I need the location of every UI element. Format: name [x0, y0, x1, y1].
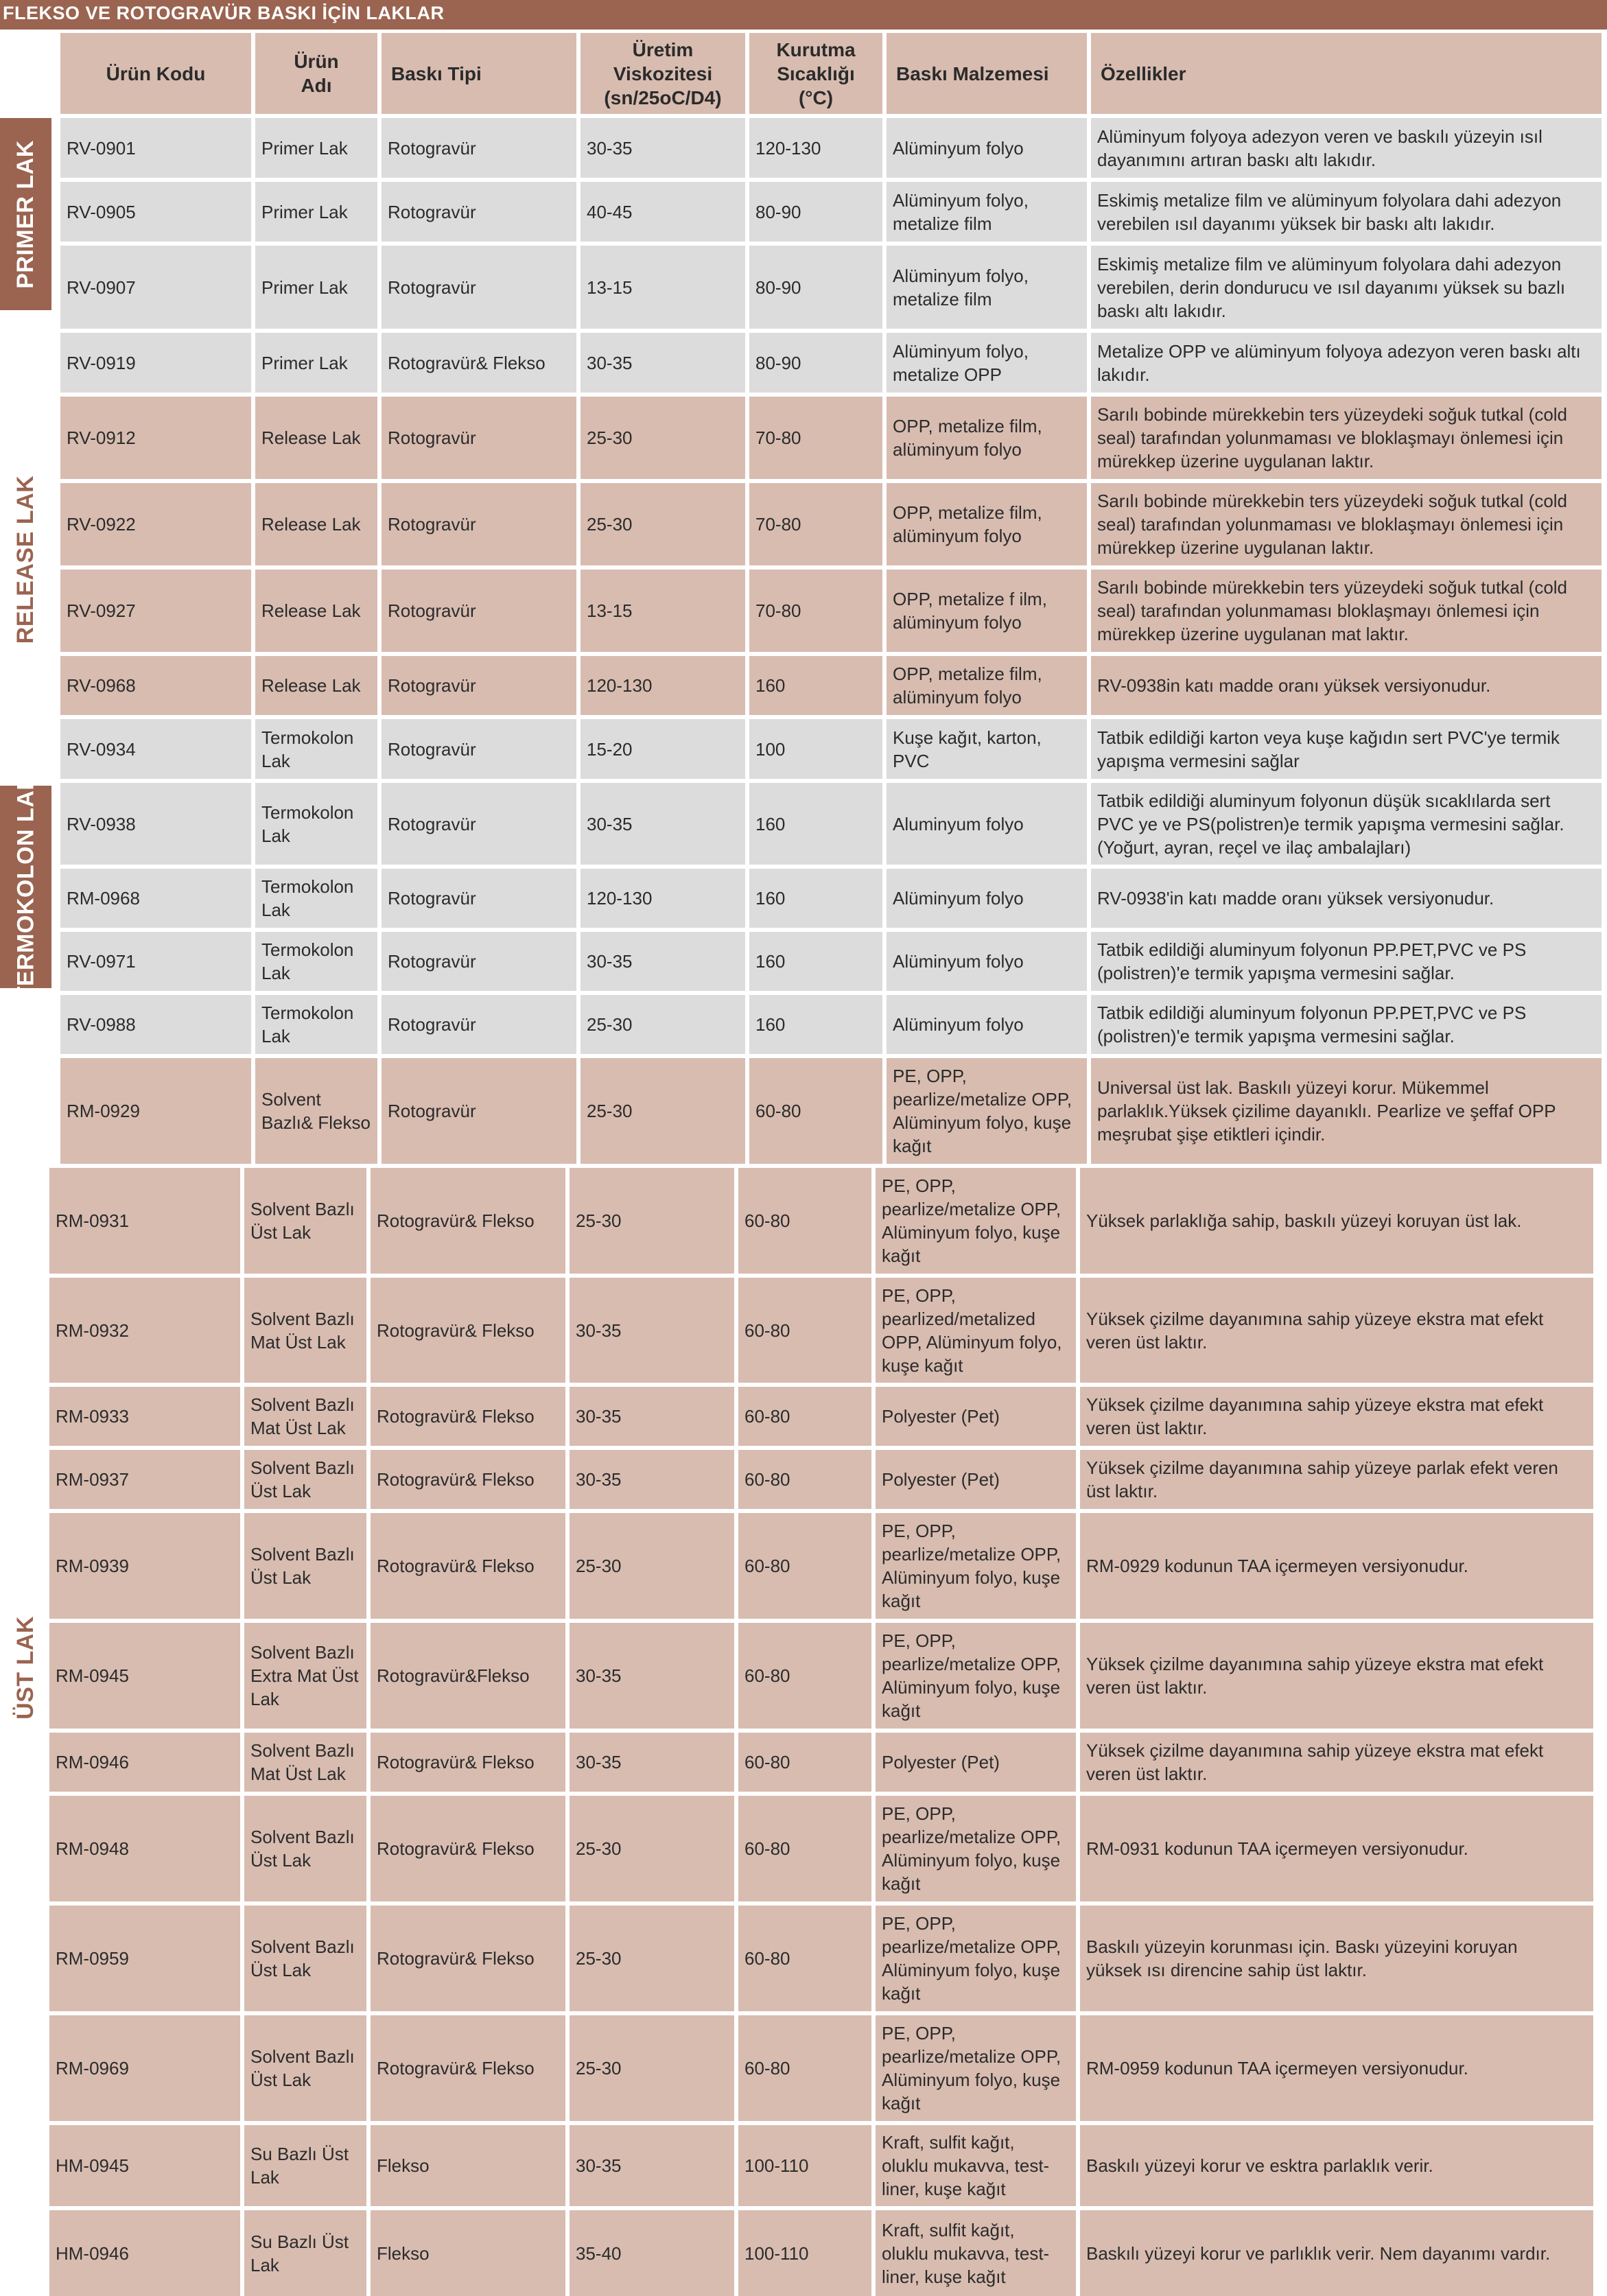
- table-cell-viscosity: 30-35: [570, 1733, 734, 1792]
- table-cell-code: RM-0933: [49, 1387, 240, 1446]
- table-cell-material: Alüminyum folyo, metalize OPP: [887, 333, 1087, 393]
- table-cell-type: Rotogravür& Flekso: [371, 1450, 565, 1509]
- category-label-ust: ÜST LAK: [12, 1615, 39, 1720]
- table-cell-name: Solvent Bazlı Üst Lak: [244, 1513, 366, 1619]
- page-title: FLEKSO VE ROTOGRAVÜR BASKI İÇİN LAKLAR: [3, 3, 445, 23]
- table-cell-temp: 80-90: [749, 333, 882, 393]
- table-cell-temp: 100-110: [738, 2125, 871, 2206]
- table-cell-features: Tatbik edildiği karton veya kuşe kağıdın sert PVC'ye termik yapışma vermesini sağlar: [1091, 719, 1602, 779]
- table-cell-code: RM-0945: [49, 1623, 240, 1729]
- header-cell: Üretim Viskozitesi (sn/25oC/D4): [580, 33, 745, 114]
- category-label-release: RELEASE LAK: [12, 475, 39, 644]
- table-cell-viscosity: 25-30: [580, 995, 745, 1054]
- table-cell-type: Flekso: [371, 2125, 565, 2206]
- table-cell-code: RV-0988: [60, 995, 251, 1054]
- table-cell-temp: 70-80: [749, 483, 882, 565]
- table-cell-features: Sarılı bobinde mürekkebin ters yüzeydeki soğuk tutkal (cold seal) tarafından yolunmaması ve bloklaşmayı önlemesi için mürekkep üzerine uygulanan laktır.: [1091, 397, 1602, 479]
- table-cell-viscosity: 25-30: [570, 2015, 734, 2121]
- table-cell-name: Termokolon Lak: [255, 719, 377, 779]
- table-cell-temp: 60-80: [738, 1513, 871, 1619]
- table-cell-features: Universal üst lak. Baskılı yüzeyi korur. Mükemmel parlaklık.Yüksek çizilime dayanıklı. Pearlize ve şeffaf OPP meşrubat şişe etiktleri içindir.: [1091, 1058, 1602, 1164]
- table-cell-code: RM-0948: [49, 1796, 240, 1901]
- table-cell-name: Solvent Bazlı Extra Mat Üst Lak: [244, 1623, 366, 1729]
- table-cell-type: Rotogravür: [382, 995, 576, 1054]
- table-cell-type: Rotogravür& Flekso: [371, 1513, 565, 1619]
- table-cell-name: Termokolon Lak: [255, 783, 377, 865]
- table-cell-code: RM-0937: [49, 1450, 240, 1509]
- table-cell-name: Solvent Bazlı Üst Lak: [244, 1906, 366, 2011]
- table-cell-code: RM-0932: [49, 1278, 240, 1383]
- table-cell-features: Yüksek çizilme dayanımına sahip yüzeye parlak efekt veren üst laktır.: [1080, 1450, 1593, 1509]
- table-cell-code: HM-0946: [49, 2210, 240, 2296]
- table-cell-name: Primer Lak: [255, 118, 377, 178]
- table-cell-code: RM-0929: [60, 1058, 251, 1164]
- table-cell-viscosity: 13-15: [580, 246, 745, 329]
- table-cell-viscosity: 25-30: [570, 1168, 734, 1274]
- table-cell-viscosity: 30-35: [570, 1450, 734, 1509]
- table-cell-material: Alüminyum folyo, metalize film: [887, 182, 1087, 242]
- header-cell: Kurutma Sıcaklığı (°C): [749, 33, 882, 114]
- table-cell-code: HM-0945: [49, 2125, 240, 2206]
- table-cell-type: Rotogravür: [382, 783, 576, 865]
- table-cell-temp: 60-80: [738, 1168, 871, 1274]
- table-cell-features: Metalize OPP ve alüminyum folyoya adezyon veren baskı altı lakıdır.: [1091, 333, 1602, 393]
- table-cell-viscosity: 13-15: [580, 570, 745, 652]
- table-cell-viscosity: 25-30: [570, 1906, 734, 2011]
- table-cell-viscosity: 30-35: [580, 118, 745, 178]
- table-cell-temp: 70-80: [749, 397, 882, 479]
- table-cell-features: Eskimiş metalize film ve alüminyum folyolara dahi adezyon verebilen ısıl dayanımı yüksek bir baskı altı lakıdır.: [1091, 182, 1602, 242]
- table-cell-material: Kuşe kağıt, karton, PVC: [887, 719, 1087, 779]
- table-cell-viscosity: 120-130: [580, 656, 745, 715]
- table-cell-type: Rotogravür& Flekso: [371, 1387, 565, 1446]
- table-cell-type: Rotogravür& Flekso: [371, 2015, 565, 2121]
- table-cell-name: Termokolon Lak: [255, 932, 377, 991]
- table-cell-code: RM-0931: [49, 1168, 240, 1274]
- table-cell-features: RM-0959 kodunun TAA içermeyen versiyonudur.: [1080, 2015, 1593, 2121]
- category-label-primer: PRIMER LAK: [12, 139, 38, 289]
- table-cell-code: RM-0968: [60, 869, 251, 928]
- table-cell-features: Sarılı bobinde mürekkebin ters yüzeydeki soğuk tutkal (cold seal) tarafından yolunmaması ve bloklaşmayı önlemesi için mürekkep üzerine uygulanan laktır.: [1091, 483, 1602, 565]
- table-cell-features: Baskılı yüzeyi korur ve esktra parlaklık verir.: [1080, 2125, 1593, 2206]
- table-cell-temp: 160: [749, 869, 882, 928]
- table-cell-code: RV-0919: [60, 333, 251, 393]
- table-cell-material: PE, OPP, pearlize/metalize OPP, Alüminyum folyo, kuşe kağıt: [876, 1513, 1076, 1619]
- table-cell-type: Rotogravür& Flekso: [371, 1733, 565, 1792]
- table-cell-viscosity: 25-30: [570, 1513, 734, 1619]
- table-cell-name: Solvent Bazlı Mat Üst Lak: [244, 1387, 366, 1446]
- table-cell-code: RV-0901: [60, 118, 251, 178]
- table-cell-features: RM-0931 kodunun TAA içermeyen versiyonudur.: [1080, 1796, 1593, 1901]
- table-cell-type: Rotogravür: [382, 483, 576, 565]
- table-cell-code: RM-0959: [49, 1906, 240, 2011]
- table-cell-material: Polyester (Pet): [876, 1450, 1076, 1509]
- table-cell-material: Kraft, sulfit kağıt, oluklu mukavva, test- liner, kuşe kağıt: [876, 2125, 1076, 2206]
- table-cell-features: Tatbik edildiği aluminyum folyonun düşük sıcaklılarda sert PVC ye ve PS(polistren)e termik yapışma vermesini sağlar. (Yoğurt, ayran, reçel ve ilaç ambalajları): [1091, 783, 1602, 865]
- header-cell: Baskı Tipi: [382, 33, 576, 114]
- table-cell-type: Rotogravür: [382, 246, 576, 329]
- table-cell-features: Yüksek çizilme dayanımına sahip yüzeye ekstra mat efekt veren üst laktır.: [1080, 1278, 1593, 1383]
- table-cell-features: Yüksek çizilme dayanımına sahip yüzeye ekstra mat efekt veren üst laktır.: [1080, 1387, 1593, 1446]
- table-cell-temp: 60-80: [738, 1278, 871, 1383]
- table-cell-viscosity: 30-35: [570, 1278, 734, 1383]
- category-label-termokolon: TERMOKOLON LAK: [12, 773, 39, 1001]
- table-cell-type: Rotogravür: [382, 932, 576, 991]
- table-cell-name: Solvent Bazlı Üst Lak: [244, 1450, 366, 1509]
- table-cell-name: Release Lak: [255, 483, 377, 565]
- table-cell-code: RV-0968: [60, 656, 251, 715]
- table-cell-viscosity: 30-35: [580, 333, 745, 393]
- table-cell-type: Rotogravür: [382, 719, 576, 779]
- table-cell-viscosity: 35-40: [570, 2210, 734, 2296]
- table-cell-code: RM-0939: [49, 1513, 240, 1619]
- table-cell-temp: 160: [749, 995, 882, 1054]
- table-cell-material: PE, OPP, pearlized/metalized OPP, Alüminyum folyo, kuşe kağıt: [876, 1278, 1076, 1383]
- table-cell-type: Rotogravür: [382, 570, 576, 652]
- table-cell-type: Flekso: [371, 2210, 565, 2296]
- table-cell-name: Solvent Bazlı Üst Lak: [244, 1796, 366, 1901]
- table-cell-name: Primer Lak: [255, 182, 377, 242]
- table-cell-code: RV-0934: [60, 719, 251, 779]
- table-cell-temp: 60-80: [738, 1796, 871, 1901]
- header-cell: Baskı Malzemesi: [887, 33, 1087, 114]
- table-cell-type: Rotogravür& Flekso: [371, 1168, 565, 1274]
- table-cell-code: RV-0927: [60, 570, 251, 652]
- header-cell: Özellikler: [1091, 33, 1602, 114]
- table-cell-code: RV-0938: [60, 783, 251, 865]
- table-cell-material: PE, OPP, pearlize/metalize OPP, Alüminyum folyo, kuşe kağıt: [876, 2015, 1076, 2121]
- category-tab-release: [0, 412, 51, 707]
- table-cell-temp: 60-80: [749, 1058, 882, 1164]
- table-cell-temp: 100-110: [738, 2210, 871, 2296]
- table-cell-type: Rotogravür: [382, 869, 576, 928]
- table-cell-temp: 160: [749, 656, 882, 715]
- table-cell-features: Baskılı yüzeyi korur ve parlıklık verir. Nem dayanımı vardır.: [1080, 2210, 1593, 2296]
- table-cell-name: Termokolon Lak: [255, 995, 377, 1054]
- table-cell-features: RM-0929 kodunun TAA içermeyen versiyonudur.: [1080, 1513, 1593, 1619]
- table-cell-material: PE, OPP, pearlize/metalize OPP, Alüminyum folyo, kuşe kağıt: [887, 1058, 1087, 1164]
- table-cell-viscosity: 30-35: [570, 1387, 734, 1446]
- table-cell-temp: 160: [749, 932, 882, 991]
- table-cell-name: Primer Lak: [255, 333, 377, 393]
- table-cell-type: Rotogravür& Flekso: [371, 1906, 565, 2011]
- table-cell-temp: 60-80: [738, 2015, 871, 2121]
- table-cell-viscosity: 30-35: [580, 783, 745, 865]
- table-cell-features: Baskılı yüzeyin korunması için. Baskı yüzeyini koruyan yüksek ısı direncine sahip üst laktır.: [1080, 1906, 1593, 2011]
- table-cell-viscosity: 120-130: [580, 869, 745, 928]
- table-cell-material: Aluminyum folyo: [887, 783, 1087, 865]
- table-cell-name: Release Lak: [255, 570, 377, 652]
- table-cell-name: Su Bazlı Üst Lak: [244, 2210, 366, 2296]
- table-cell-name: Solvent Bazlı Mat Üst Lak: [244, 1278, 366, 1383]
- table-cell-temp: 60-80: [738, 1906, 871, 2011]
- table-cell-material: Kraft, sulfit kağıt, oluklu mukavva, test- liner, kuşe kağıt: [876, 2210, 1076, 2296]
- table-cell-name: Release Lak: [255, 656, 377, 715]
- table-cell-material: Polyester (Pet): [876, 1387, 1076, 1446]
- table-cell-viscosity: 25-30: [580, 1058, 745, 1164]
- table-cell-code: RV-0907: [60, 246, 251, 329]
- table-cell-features: Sarılı bobinde mürekkebin ters yüzeydeki soğuk tutkal (cold seal) tarafından yolunmaması bloklaşmayı önlemesi için mürekkep üzerine uygulanan mat laktır.: [1091, 570, 1602, 652]
- table-cell-material: Alüminyum folyo: [887, 932, 1087, 991]
- table-cell-material: OPP, metalize film, alüminyum folyo: [887, 656, 1087, 715]
- table-cell-name: Solvent Bazlı& Flekso: [255, 1058, 377, 1164]
- table-cell-viscosity: 30-35: [580, 932, 745, 991]
- table-cell-material: PE, OPP, pearlize/metalize OPP, Alüminyum folyo, kuşe kağıt: [876, 1623, 1076, 1729]
- table-cell-temp: 80-90: [749, 246, 882, 329]
- category-tab-termokolon: [0, 773, 51, 1001]
- table-cell-type: Rotogravür: [382, 656, 576, 715]
- category-tab-ust: [0, 1599, 51, 1736]
- table-cell-features: Yüksek çizilme dayanımına sahip yüzeye ekstra mat efekt veren üst laktır.: [1080, 1733, 1593, 1792]
- table-cell-material: PE, OPP, pearlize/metalize OPP, Alüminyum folyo, kuşe kağıt: [876, 1168, 1076, 1274]
- table-cell-features: Yüksek parlaklığa sahip, baskılı yüzeyi koruyan üst lak.: [1080, 1168, 1593, 1274]
- table-cell-name: Primer Lak: [255, 246, 377, 329]
- table-cell-material: Alüminyum folyo: [887, 118, 1087, 178]
- table-cell-name: Su Bazlı Üst Lak: [244, 2125, 366, 2206]
- table-cell-features: Eskimiş metalize film ve alüminyum folyolara dahi adezyon verebilen, derin dondurucu ve ısıl dayanımı yüksek su bazlı baskı altı lakıdır.: [1091, 246, 1602, 329]
- table-cell-code: RM-0969: [49, 2015, 240, 2121]
- table-cell-temp: 60-80: [738, 1623, 871, 1729]
- table-cell-viscosity: 15-20: [580, 719, 745, 779]
- table-cell-features: Yüksek çizilme dayanımına sahip yüzeye ekstra mat efekt veren üst laktır.: [1080, 1623, 1593, 1729]
- table-cell-temp: 80-90: [749, 182, 882, 242]
- table-cell-features: RV-0938in katı madde oranı yüksek versiyonudur.: [1091, 656, 1602, 715]
- table-cell-features: Alüminyum folyoya adezyon veren ve baskılı yüzeyin ısıl dayanımını artıran baskı altı lakıdır.: [1091, 118, 1602, 178]
- header-cell: Ürün Adı: [255, 33, 377, 114]
- table-cell-name: Solvent Bazlı Üst Lak: [244, 2015, 366, 2121]
- table-cell-temp: 160: [749, 783, 882, 865]
- table-cell-code: RV-0912: [60, 397, 251, 479]
- table-cell-viscosity: 25-30: [580, 483, 745, 565]
- table-cell-viscosity: 40-45: [580, 182, 745, 242]
- table-cell-temp: 60-80: [738, 1733, 871, 1792]
- table-cell-material: PE, OPP, pearlize/metalize OPP, Alüminyum folyo, kuşe kağıt: [876, 1906, 1076, 2011]
- table-cell-material: OPP, metalize film, alüminyum folyo: [887, 483, 1087, 565]
- table-cell-name: Solvent Bazlı Mat Üst Lak: [244, 1733, 366, 1792]
- table-cell-code: RV-0922: [60, 483, 251, 565]
- header-cell: Ürün Kodu: [60, 33, 251, 114]
- table-cell-type: Rotogravür&Flekso: [371, 1623, 565, 1729]
- category-tab-primer: [0, 118, 51, 310]
- table-cell-material: Alüminyum folyo: [887, 869, 1087, 928]
- table-cell-material: Alüminyum folyo, metalize film: [887, 246, 1087, 329]
- table-cell-features: Tatbik edildiği aluminyum folyonun PP.PET,PVC ve PS (polistren)'e termik yapışma vermesini sağlar.: [1091, 995, 1602, 1054]
- table-cell-features: Tatbik edildiği aluminyum folyonun PP.PET,PVC ve PS (polistren)'e termik yapışma vermesini sağlar.: [1091, 932, 1602, 991]
- title-bar: [0, 0, 1607, 30]
- table-cell-viscosity: 25-30: [580, 397, 745, 479]
- table-cell-material: OPP, metalize film, alüminyum folyo: [887, 397, 1087, 479]
- table-cell-temp: 100: [749, 719, 882, 779]
- table-cell-type: Rotogravür& Flekso: [371, 1796, 565, 1901]
- table-cell-type: Rotogravür& Flekso: [371, 1278, 565, 1383]
- table-cell-name: Termokolon Lak: [255, 869, 377, 928]
- table-cell-type: Rotogravür& Flekso: [382, 333, 576, 393]
- table-cell-code: RV-0971: [60, 932, 251, 991]
- table-cell-material: OPP, metalize f ilm, alüminyum folyo: [887, 570, 1087, 652]
- table-cell-name: Release Lak: [255, 397, 377, 479]
- table-cell-material: Alüminyum folyo: [887, 995, 1087, 1054]
- table-cell-type: Rotogravür: [382, 397, 576, 479]
- table-cell-viscosity: 30-35: [570, 1623, 734, 1729]
- table-cell-material: PE, OPP, pearlize/metalize OPP, Alüminyum folyo, kuşe kağıt: [876, 1796, 1076, 1901]
- table-cell-material: Polyester (Pet): [876, 1733, 1076, 1792]
- table-cell-code: RM-0946: [49, 1733, 240, 1792]
- table-cell-temp: 120-130: [749, 118, 882, 178]
- table-cell-type: Rotogravür: [382, 118, 576, 178]
- table-cell-temp: 60-80: [738, 1387, 871, 1446]
- table-cell-temp: 70-80: [749, 570, 882, 652]
- table-cell-temp: 60-80: [738, 1450, 871, 1509]
- table-cell-code: RV-0905: [60, 182, 251, 242]
- table-cell-type: Rotogravür: [382, 182, 576, 242]
- table-cell-name: Solvent Bazlı Üst Lak: [244, 1168, 366, 1274]
- table-cell-viscosity: 30-35: [570, 2125, 734, 2206]
- table-cell-viscosity: 25-30: [570, 1796, 734, 1901]
- table-cell-features: RV-0938'in katı madde oranı yüksek versiyonudur.: [1091, 869, 1602, 928]
- table-cell-type: Rotogravür: [382, 1058, 576, 1164]
